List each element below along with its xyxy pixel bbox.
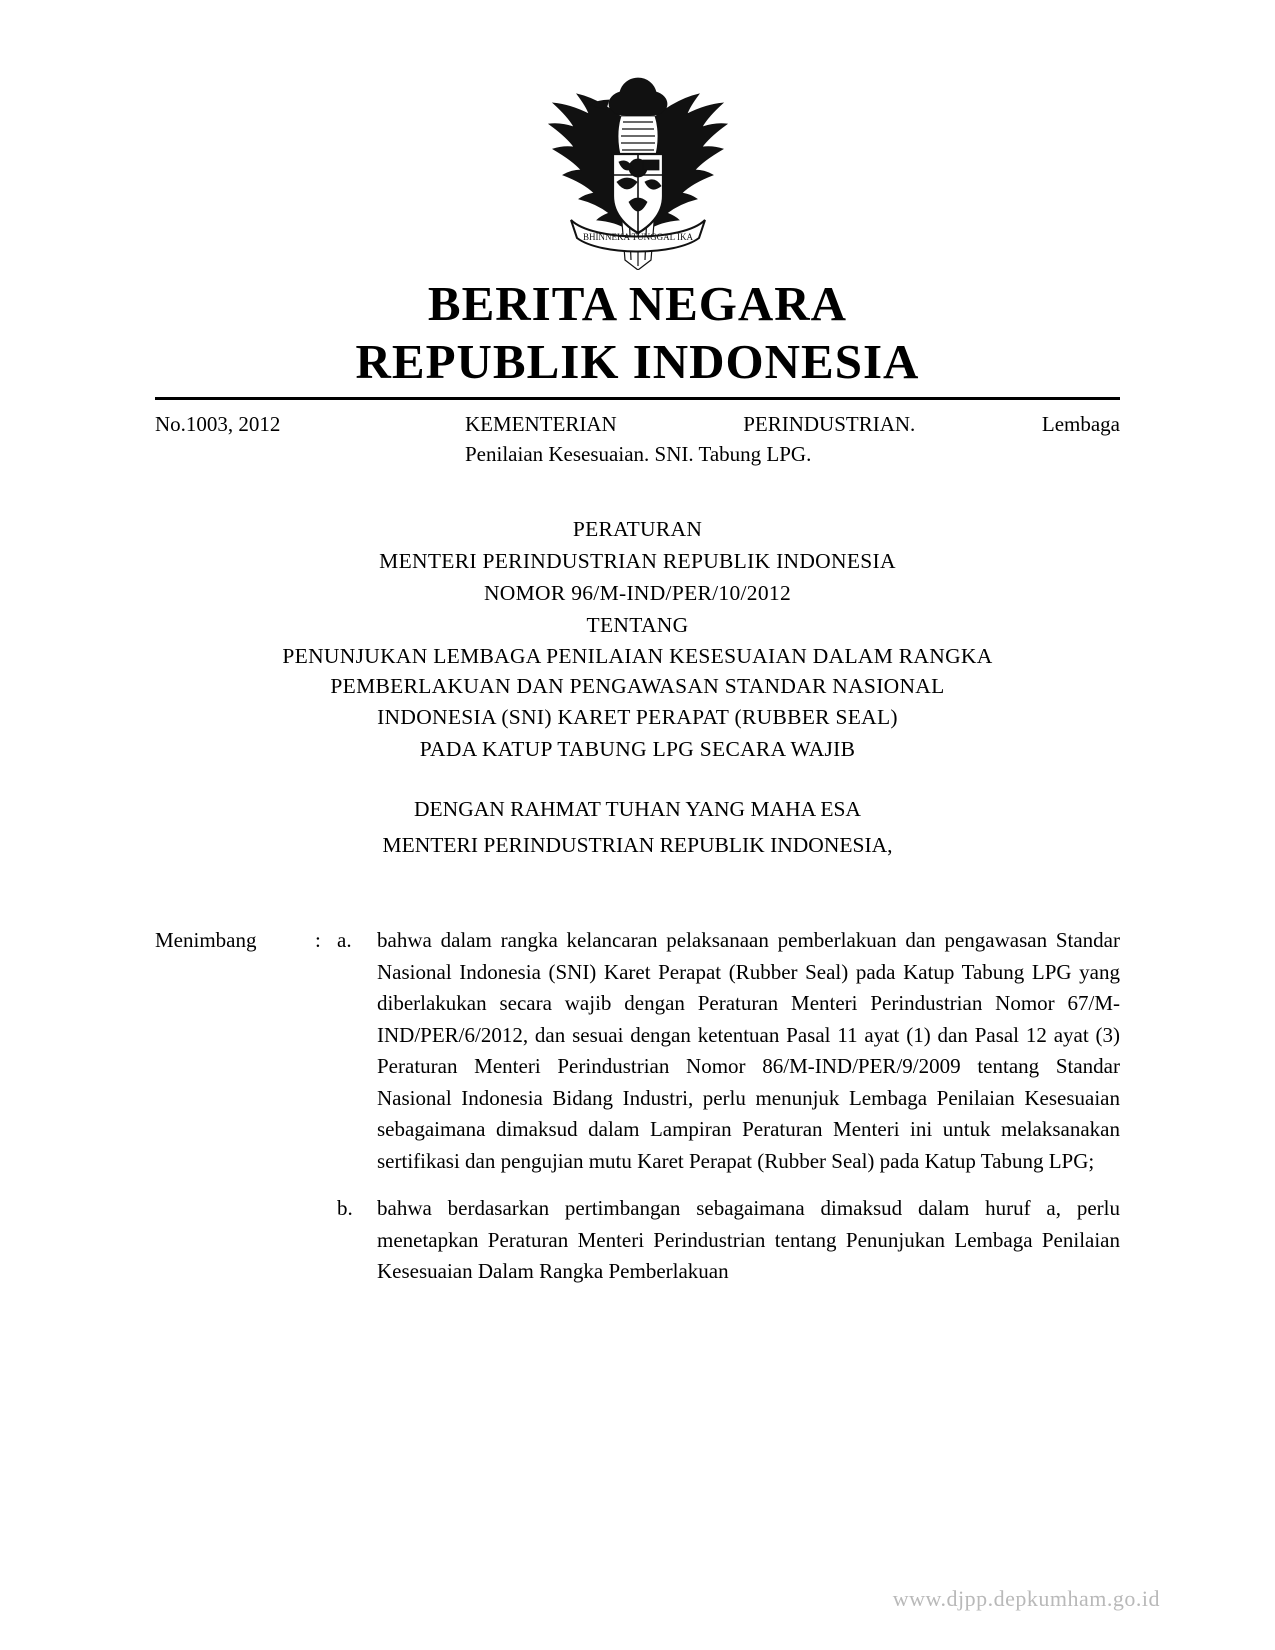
title-line-number: NOMOR 96/M-IND/PER/10/2012 — [483, 581, 792, 605]
blessing-line-1: DENGAN RAHMAT TUHAN YANG MAHA ESA — [414, 797, 861, 821]
issue-subject — [465, 409, 1120, 469]
paragraph-gap — [155, 1177, 1120, 1193]
consideration-letter-b: b. — [337, 1196, 353, 1220]
consideration-text-b: bahwa berdasarkan pertimbangan sebagaimana dimaksud dalam huruf a, perlu menetapkan Peraturan Menteri Perindustrian tentang Penunjukan Lembaga Penilaian Kesesuaian Dalam Rangka Pemberlakuan — [377, 1196, 1120, 1283]
blessing-line-2: MENTERI PERINDUSTRIAN REPUBLIK INDONESIA, — [382, 833, 893, 857]
title-line-subject-1: PENUNJUKAN LEMBAGA PENILAIAN KESESUAIAN DALAM RANGKA — [282, 644, 993, 668]
masthead — [155, 275, 1120, 391]
masthead-line-2: REPUBLIK INDONESIA — [355, 334, 920, 389]
issue-subject-line-1: KEMENTERIAN PERINDUSTRIAN. Lembaga — [465, 412, 1120, 436]
consideration-text-a: bahwa dalam rangka kelancaran pelaksanaan pemberlakuan dan pengawasan Standar Nasional Indonesia (SNI) Karet Perapat (Rubber Seal) pada Katup Tabung LPG yang diberlakukan secara wajib dengan Peraturan Menteri Perindustrian Nomor 67/M-IND/PER/6/2012, dan sesuai dengan ketentuan Pasal 11 ayat (1) dan Pasal 12 ayat (3) Peraturan Menteri Perindustrian Nomor 86/M-IND/PER/9/2009 tentang Standar Nasional Indonesia Bidang Industri, perlu menunjuk Lembaga Penilaian Kesesuaian sebagaimana dimaksud dalam Lampiran Peraturan Menteri ini untuk melaksanakan sertifikasi dan pengujian mutu Karet Perapat (Rubber Seal) pada Katup Tabung LPG; — [377, 928, 1120, 1173]
issue-number: No.1003, 2012 — [155, 412, 281, 436]
considerations-colon: : — [315, 928, 321, 952]
title-line-peraturan: PERATURAN — [572, 517, 703, 541]
emblem-container — [155, 0, 1120, 275]
issue-subject-line-2: Penilaian Kesesuaian. SNI. Tabung LPG. — [465, 442, 812, 466]
issue-line — [155, 409, 1120, 469]
title-line-subject-2: PEMBERLAKUAN DAN PENGAWASAN STANDAR NASIONAL — [330, 674, 945, 698]
blessing-block — [155, 791, 1120, 863]
consideration-item-a — [155, 925, 1120, 1177]
considerations-block — [155, 925, 1120, 1288]
title-line-subject-3: INDONESIA (SNI) KARET PERAPAT (RUBBER SEAL) — [377, 705, 898, 729]
considerations-label: Menimbang — [155, 928, 257, 952]
footer-watermark: www.djpp.depkumham.go.id — [892, 1586, 1160, 1611]
title-line-ministry: MENTERI PERINDUSTRIAN REPUBLIK INDONESIA — [379, 549, 896, 573]
garuda-pancasila-emblem — [543, 70, 733, 275]
title-line-subject-4: PADA KATUP TABUNG LPG SECARA WAJIB — [419, 737, 856, 761]
regulation-title — [155, 513, 1120, 765]
svg-text:BHINNEKA TUNGGAL IKA: BHINNEKA TUNGGAL IKA — [582, 232, 693, 242]
title-line-tentang: TENTANG — [586, 613, 689, 637]
masthead-line-1: BERITA NEGARA — [427, 276, 848, 331]
consideration-letter-a: a. — [337, 928, 352, 952]
consideration-item-b — [155, 1193, 1120, 1288]
header-divider — [155, 397, 1120, 400]
